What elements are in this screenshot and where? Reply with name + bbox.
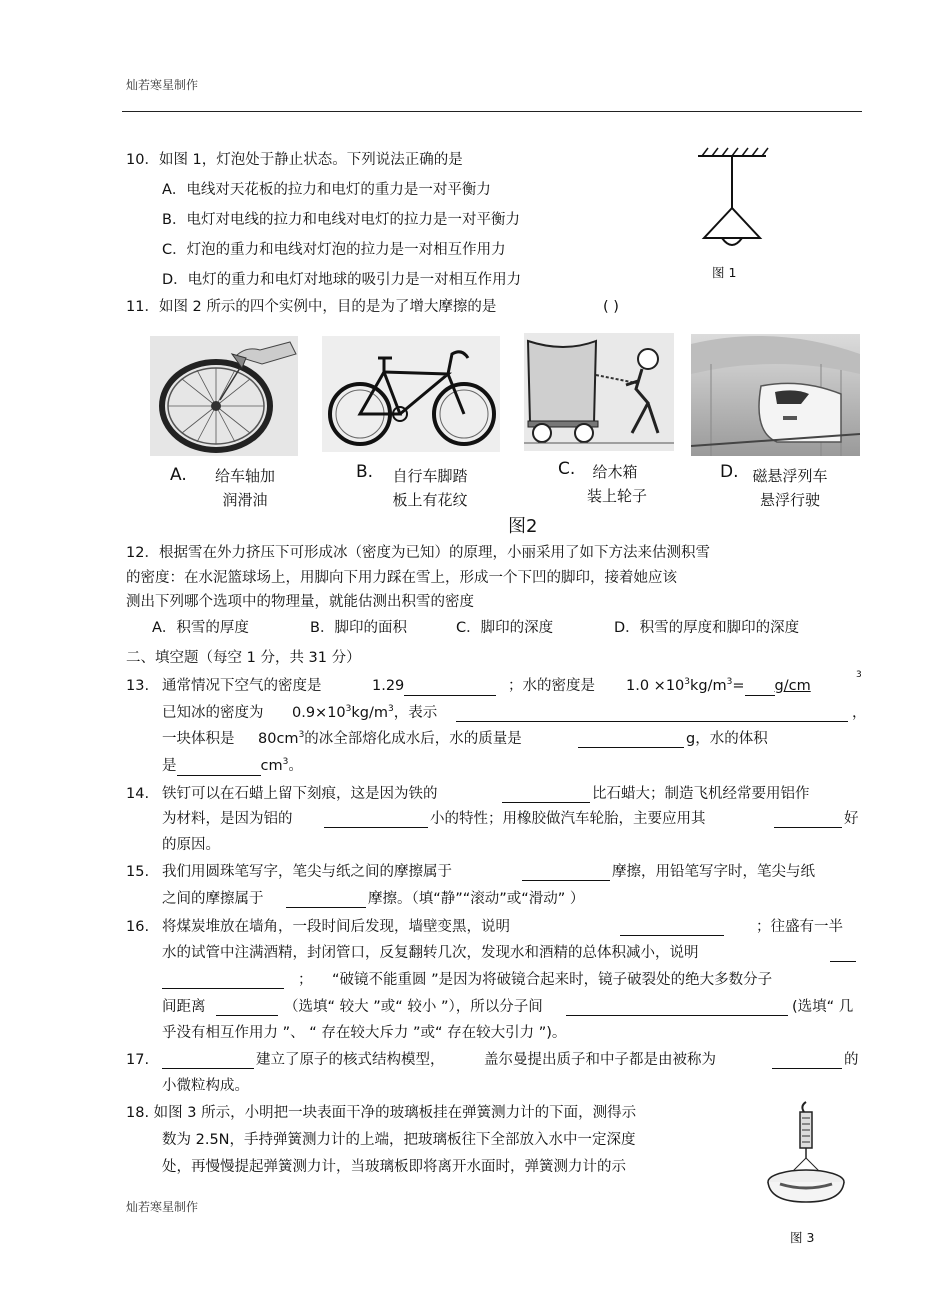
q15-blank-1-wrap: [522, 862, 610, 881]
q11-option-a-line1: 给车轴加: [214, 467, 275, 485]
q13-air-density: [372, 676, 496, 696]
q13-line4: [162, 756, 303, 776]
q13-line1c: ；水的密度是: [508, 678, 595, 694]
q13-blank-2[interactable]: [745, 680, 775, 696]
q11-option-a-line2: 润滑油: [222, 491, 268, 509]
q16-line2: 水的试管中注满酒精，封闭管口，反复翻转几次，发现水和酒精的总体积减小，说明: [162, 945, 699, 961]
q13-means: ，表示: [393, 705, 438, 721]
q16-line3a: ；: [298, 972, 313, 988]
q15-line1a: 我们用圆珠笔写字，笔尖与纸之间的摩擦属于: [162, 864, 452, 880]
q13-blank-3-wrap: [456, 703, 848, 722]
q16-line4a: 间距离: [162, 999, 206, 1015]
figure-1-caption: 图 1: [712, 265, 737, 280]
q13-ice-exp: 3: [345, 704, 352, 715]
section-2-heading: 二、填空题（每空 1 分，共 31 分）: [126, 650, 361, 666]
header-divider: [122, 111, 862, 112]
q13-line3a: 一块体积是: [162, 731, 235, 747]
q15-blank-2-wrap: [286, 889, 366, 908]
q15-number: 15.: [126, 864, 150, 880]
q11-option-b-letter: B.: [356, 462, 374, 482]
figure-1-lamp: [692, 146, 772, 256]
box-cart-image: [524, 333, 674, 451]
figure-3-caption: 图 3: [790, 1230, 815, 1245]
q13-ice-density: [292, 703, 437, 723]
q13-line1a: 通常情况下空气的密度是: [162, 678, 322, 694]
q13-line3c: 的冰全部熔化成水后，水的质量是: [304, 731, 522, 747]
q11-option-b-line2: 板上有花纹: [392, 491, 468, 509]
q11-option-c-line2: 装上轮子: [586, 487, 647, 505]
q14-line2a: 为材料，是因为铝的: [162, 811, 293, 827]
q13-equals: =: [732, 678, 745, 694]
page-footer: 灿若寒星制作: [126, 1200, 199, 1214]
q13-blank-3[interactable]: [456, 706, 848, 722]
q18-line1: 18. 如图 3 所示，小明把一块表面干净的玻璃板挂在弹簧测力计的下面，测得示: [126, 1105, 637, 1121]
q13-ice-unit-exp: 3: [388, 704, 394, 715]
q14-line1b: 比石蜡大；制造飞机经常要用铝作: [592, 786, 810, 802]
q16-blank-4[interactable]: [566, 1000, 788, 1016]
q12-option-d: D．积雪的厚度和脚印的深度: [614, 620, 800, 636]
q16-blank-1-wrap: [620, 917, 724, 936]
q17-line1b: 盖尔曼提出质子和中子都是由被称为: [484, 1052, 716, 1068]
q13-unit-gcm: g/cm: [774, 678, 811, 694]
q13-volume-value: 80cm: [258, 731, 299, 747]
q14-blank-1[interactable]: [502, 787, 590, 803]
q13-water-density: [626, 676, 811, 696]
q10-option-a: A．电线对天花板的拉力和电灯的重力是一对平衡力: [162, 182, 491, 198]
q13-ice-unit: kg/m: [351, 705, 389, 721]
q13-blank-4-wrap: [578, 729, 684, 748]
q10-option-c: C．灯泡的重力和电线对灯泡的拉力是一对相互作用力: [162, 242, 506, 258]
q14-number: 14.: [126, 786, 150, 802]
page-header: 灿若寒星制作: [126, 78, 199, 92]
q16-line4b: （选填“ 较大 ”或“ 较小 ”），所以分子间: [284, 999, 543, 1015]
q15-blank-2[interactable]: [286, 892, 366, 908]
q12-option-a: A．积雪的厚度: [152, 620, 249, 636]
q15-line1b: 摩擦，用铅笔写字时，笔尖与纸: [612, 864, 815, 880]
figure-2-caption: 图2: [508, 516, 538, 537]
q11-option-c-line1: 给木箱: [592, 463, 638, 481]
q17-blank-1-wrap: [162, 1050, 254, 1069]
q16-blank-3[interactable]: [216, 1000, 278, 1016]
q11-option-c-letter: C.: [558, 459, 576, 479]
q13-number: 13.: [126, 678, 150, 694]
q12-line1: 12．根据雪在外力挤压下可形成冰（密度为已知）的原理，小丽采用了如下方法来估测积雪: [126, 545, 710, 561]
q14-blank-2-wrap: [324, 809, 428, 828]
q17-line1a: 建立了原子的核式结构模型，: [256, 1052, 445, 1068]
q16-blank-1[interactable]: [620, 920, 724, 936]
q13-line3d: g，水的体积: [686, 731, 768, 747]
q14-blank-1-wrap: [502, 784, 590, 803]
q16-blank-3-wrap: [216, 997, 278, 1016]
q11-option-b-line1: 自行车脚踏: [392, 467, 468, 485]
q14-blank-2[interactable]: [324, 812, 428, 828]
q16-number: 16.: [126, 919, 150, 935]
q13-blank-5[interactable]: [177, 760, 261, 776]
q13-blank-1[interactable]: [404, 680, 496, 696]
q16-line1a: 将煤炭堆放在墙角，一段时间后发现，墙壁变黑，说明: [162, 919, 510, 935]
q10-stem: 10．如图 1，灯泡处于静止状态。下列说法正确的是: [126, 152, 463, 168]
q13-water-exp: 3: [684, 677, 691, 688]
q16-line3b: “破镜不能重圆 ”是因为将破镜合起来时，镜子破裂处的绝大多数分子: [332, 972, 773, 988]
q13-unit-kgm: kg/m: [690, 678, 727, 694]
q13-line4b-exp: 3: [282, 757, 289, 768]
q14-line3: 的原因。: [162, 837, 220, 853]
q12-option-b: B．脚印的面积: [310, 620, 407, 636]
wheel-lubrication-image: [150, 336, 298, 456]
q18-line2: 数为 2.5N，手持弹簧测力计的上端，把玻璃板往下全部放入水中一定深度: [162, 1132, 636, 1148]
q18-line3: 处，再慢慢提起弹簧测力计，当玻璃板即将离开水面时，弹簧测力计的示: [162, 1159, 626, 1175]
q13-line2-comma: ，: [852, 705, 867, 721]
q15-blank-1[interactable]: [522, 865, 610, 881]
maglev-train-image: [691, 334, 860, 456]
q16-blank-4-wrap: [566, 997, 788, 1016]
q16-line4c: (选填“ 几: [792, 999, 854, 1015]
q13-blank-4[interactable]: [578, 732, 684, 748]
figure-3-spring-scale: [760, 1098, 860, 1210]
q10-option-b: B．电灯对电线的拉力和电线对电灯的拉力是一对平衡力: [162, 212, 520, 228]
q16-blank-2a-wrap: [830, 943, 856, 962]
q14-line1a: 铁钉可以在石蜡上留下刻痕，这是因为铁的: [162, 786, 438, 802]
q17-line1c: 的: [844, 1052, 859, 1068]
q13-line4c: 。: [288, 758, 303, 774]
q13-water-value: 1.0 ×10: [626, 678, 685, 694]
q11-stem: 11．如图 2 所示的四个实例中，目的是为了增大摩擦的是: [126, 299, 497, 315]
q17-number: 17.: [126, 1052, 150, 1068]
q11-option-d-letter: D.: [720, 462, 739, 482]
q13-ice-volume: [258, 729, 522, 749]
q11-option-d-line2: 悬浮行驶: [759, 491, 820, 509]
q16-line1b: ；往盛有一半: [756, 919, 843, 935]
q13-ice-value: 0.9×10: [292, 705, 346, 721]
q15-line2b: 摩擦。（填“静”“滚动”或“滑动” ）: [368, 891, 585, 907]
q14-blank-3[interactable]: [774, 812, 842, 828]
q13-unit-gcm-exp: 3: [856, 670, 862, 680]
q11-option-a-letter: A.: [170, 465, 187, 485]
q17-blank-2-wrap: [772, 1050, 842, 1069]
q16-blank-2b-wrap: [162, 970, 284, 989]
q13-volume-exp: 3: [298, 730, 305, 741]
q17-blank-1[interactable]: [162, 1053, 254, 1069]
q17-blank-2[interactable]: [772, 1053, 842, 1069]
bicycle-image: [322, 336, 500, 452]
q12-option-c: C．脚印的深度: [456, 620, 554, 636]
q14-line2b: 小的特性；用橡胶做汽车轮胎，主要应用其: [430, 811, 706, 827]
q13-line2a: 已知冰的密度为: [162, 705, 264, 721]
q13-line4a: 是: [162, 758, 177, 774]
q14-blank-3-wrap: [774, 809, 842, 828]
q11-answer-paren: ( ): [603, 299, 619, 315]
q12-line2: 的密度：在水泥篮球场上，用脚向下用力踩在雪上，形成一个下凹的脚印，接着她应该: [126, 570, 677, 586]
q14-line2c: 好: [844, 811, 859, 827]
q15-line2a: 之间的摩擦属于: [162, 891, 264, 907]
q13-line4b: cm: [260, 758, 283, 774]
q11-option-d-line1: 磁悬浮列车: [752, 467, 828, 485]
q13-air-value: 1.29: [372, 678, 405, 694]
q16-blank-2a[interactable]: [830, 946, 856, 962]
q13-unit-exp: 3: [726, 677, 733, 688]
q10-option-d: D．电灯的重力和电灯对地球的吸引力是一对相互作用力: [162, 272, 522, 288]
q16-line5: 乎没有相互作用力 ”、 “ 存在较大斥力 ”或“ 存在较大引力 ”)。: [162, 1025, 567, 1041]
q12-line3: 测出下列哪个选项中的物理量，就能估测出积雪的密度: [126, 594, 474, 610]
q17-line2: 小微粒构成。: [162, 1078, 249, 1094]
q16-blank-2b[interactable]: [162, 973, 284, 989]
